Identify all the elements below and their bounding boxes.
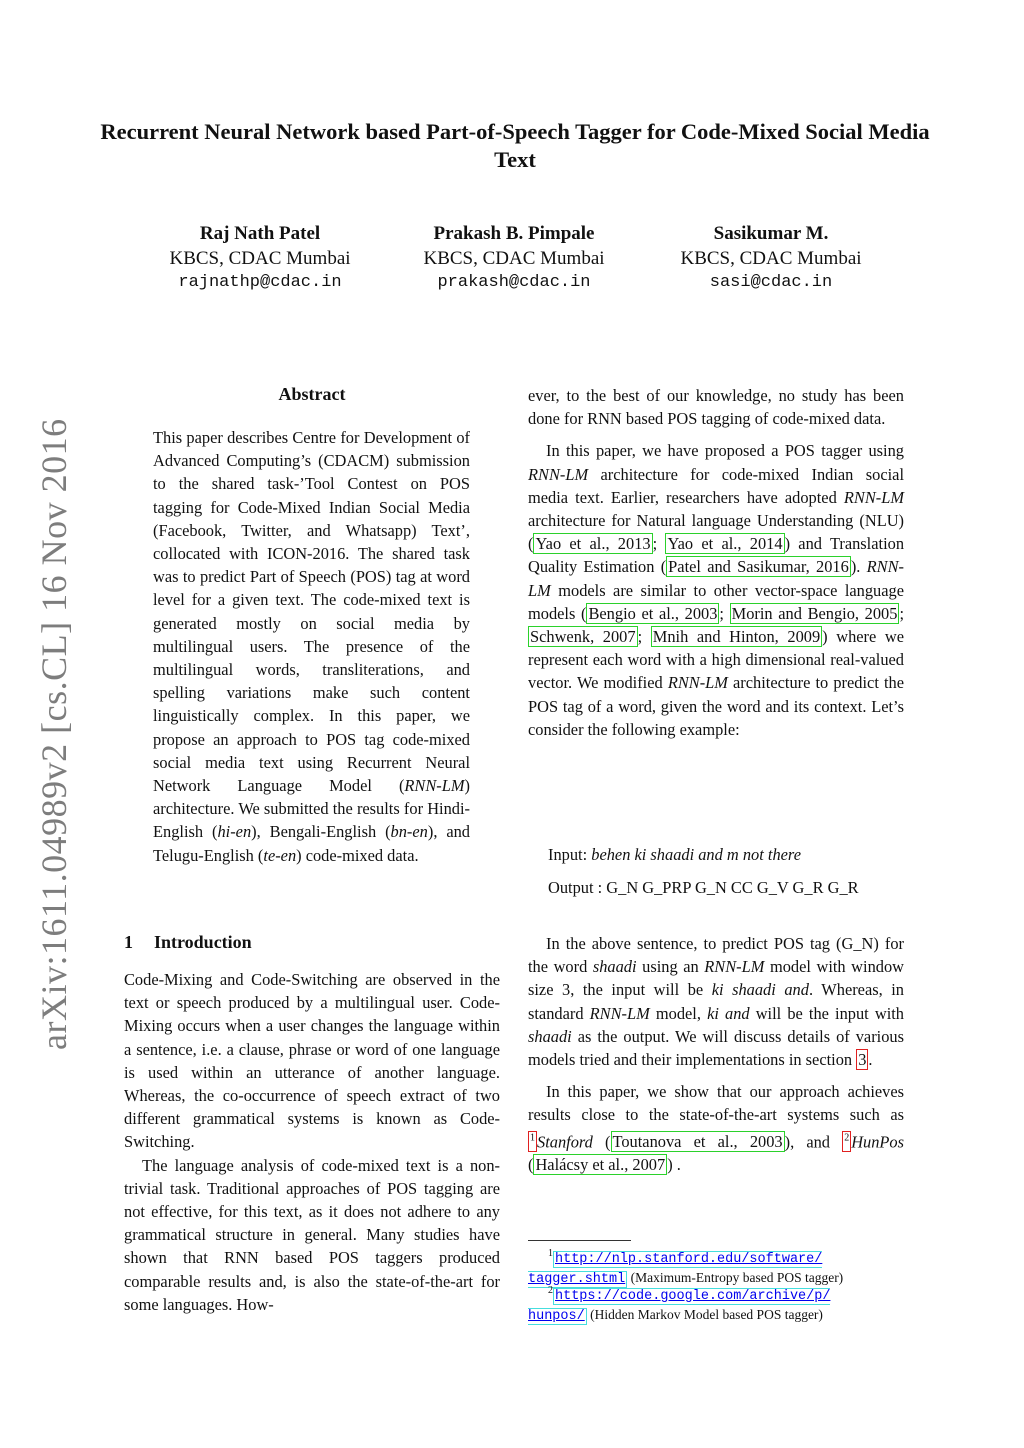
intro-paragraph-2: The language analysis of code-mixed text is a non-trivial task. Traditional approaches of POS tagging are not effective, for this text, as it does not adhere to any grammatical structure in general. Many studies have shown that RNN based POS taggers produced comparable results and, is also the state-of-the-art for some languages. How-	[124, 1155, 500, 1314]
author-email: sasi@cdac.in	[709, 273, 833, 292]
footnote-2-marker[interactable]: 2	[842, 1131, 851, 1152]
author-affiliation: KBCS, CDAC Mumbai	[680, 247, 862, 269]
author-affiliation: KBCS, CDAC Mumbai	[169, 247, 351, 269]
footnote-2-url[interactable]: https://code.google.com/archive/p/ hunpos/	[528, 1288, 831, 1324]
right-paragraph-0: ever, to the best of our knowledge, no study has been done for RNN based POS tagging of code-mixed data.	[528, 386, 904, 429]
author-email: prakash@cdac.in	[437, 273, 591, 292]
footnote-1-marker[interactable]: 1	[528, 1131, 537, 1152]
citation-link-halacsy-2007[interactable]: Halácsy et al., 2007	[535, 1155, 666, 1175]
footnote-1: $^1$ http://nlp.stanford.edu/software/ tagger.shtml (Maximum-Entropy based POS tagger)	[528, 1248, 844, 1287]
author-name: Raj Nath Patel	[199, 223, 321, 244]
citation-link-yao-2014[interactable]: Yao et al., 2014	[667, 534, 783, 554]
right-paragraph-3: In this paper, we show that our approach achieves results close to the state-of-the-art systems such as $^1$ Stanford ( Toutanova et al., 2003 ), and $^2$ HunPos ( Halácsy et al., 2007 ) .	[528, 1082, 905, 1175]
right-column-bottom	[528, 932, 904, 1177]
example-input: Input: behen ki shaadi and m not there	[548, 845, 801, 864]
intro-body	[124, 968, 500, 1316]
citation-link-morin-2005[interactable]: Morin and Bengio, 2005	[731, 603, 898, 623]
author-name: Prakash B. Pimpale	[433, 223, 595, 244]
section-heading-introduction: 1 Introduction	[124, 932, 252, 952]
footnote-2: $^2$ https://code.google.com/archive/p/ hunpos/ (Hidden Markov Model based POS tagger)	[528, 1285, 831, 1324]
intro-paragraph-1: Code-Mixing and Code-Switching are observed in the text or speech produced by a multilingual user. Code-Mixing occurs when a user changes the language within a sentence, i.e. a clause, phrase or word of one language is used within an utterance of another language. Whereas, the co-occurrence of speech extract of two different grammatical systems is known as Code-Switching.	[124, 970, 500, 1152]
citation-link-bengio-2003[interactable]: Bengio et al., 2003	[588, 603, 718, 623]
footnote-1-url[interactable]: http://nlp.stanford.edu/software/ tagger.shtml	[528, 1251, 823, 1287]
example-output: Output : G_N G_PRP G_N CC G_V G_R G_R	[548, 878, 859, 897]
author-1	[140, 222, 380, 296]
footnote-separator	[528, 1240, 631, 1241]
right-paragraph-2: In the above sentence, to predict POS tag (G_N) for the word shaadi using an RNN-LM model with window size 3, the input will be ki shaadi and. Whereas, in standard RNN-LM model, ki and will be the input with shaadi as the output. We will discuss details of various models tried and their implementations in section 3 .	[528, 934, 904, 1070]
citation-link-mnih-2009[interactable]: Mnih and Hinton, 2009	[652, 627, 821, 647]
author-2	[394, 222, 634, 296]
paper-title: Recurrent Neural Network based Part-of-Speech Tagger for Code-Mixed Social Media Text	[100, 119, 930, 172]
citation-link-toutanova-2003[interactable]: Toutanova et al., 2003	[612, 1132, 783, 1152]
author-name: Sasikumar M.	[713, 223, 829, 244]
author-email: rajnathp@cdac.in	[178, 273, 342, 292]
citation-link-yao-2013[interactable]: Yao et al., 2013	[535, 534, 651, 554]
section-ref-link[interactable]: 3	[858, 1050, 867, 1070]
abstract-body	[153, 426, 470, 867]
citation-link-patel-2016[interactable]: Patel and Sasikumar, 2016	[668, 557, 849, 577]
citation-link-schwenk-2007[interactable]: Schwenk, 2007	[530, 627, 636, 647]
abstract-text: This paper describes Centre for Development of Advanced Computing’s (CDACM) submission to the shared task-’Tool Contest on POS tagging for Code-Mixed Indian Social Media (Facebook, Twitter, and Whatsapp) Text’, collocated with ICON-2016. The shared task was to predict Part of Speech (POS) tag at word level for a given text. The code-mixed text is generated mostly on social media by multilingual users. The presence of the multilingual words, transliterations, and spelling variations make such content linguistically complex. In this paper, we propose an approach to POS tag code-mixed social media text using Recurrent Neural Network Language Model (RNN-LM) architecture. We submitted the results for Hindi-English (hi-en), Bengali-English (bn-en), and Telugu-English (te-en) code-mixed data.	[153, 428, 470, 865]
arxiv-stamp: arXiv:1611.04989v2 [cs.CL] 16 Nov 2016	[34, 418, 74, 1050]
author-affiliation: KBCS, CDAC Mumbai	[423, 247, 605, 269]
author-3	[651, 222, 891, 296]
right-column-top	[528, 384, 904, 741]
abstract-heading: Abstract	[278, 384, 346, 404]
right-paragraph-1: In this paper, we have proposed a POS tagger using RNN-LM architecture for code-mixed Indian social media text. Earlier, researchers have adopted RNN-LM architecture for Natural language Understanding (NLU) ( Yao et al., 2013 ; Yao et al., 2014 ) and Translation Quality Estimation ( Patel and Sasikumar, 2016 ). RNN-LM models are similar to other vector-space language models ( Bengio et al., 2003 ; Morin and Bengio, 2005 ; Schwenk, 2007 ; Mnih and Hinton, 2009 ) where we represent each word with a high dimensional real-valued vector. We modified RNN-LM architecture to predict the POS tag of a word, given the word and its context. Let’s consider the following example:	[528, 441, 905, 739]
